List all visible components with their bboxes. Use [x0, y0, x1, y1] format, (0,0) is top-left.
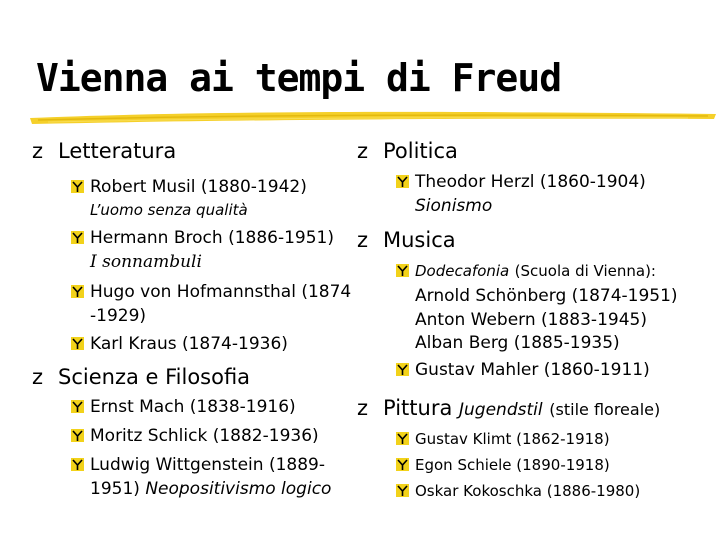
section-heading: Pittura	[383, 396, 453, 420]
z-bullet-icon: z	[357, 139, 369, 163]
item-note: Sionismo	[415, 196, 493, 216]
list-item: Gustav Klimt (1862-1918)	[415, 427, 610, 451]
y-checkbox-icon	[71, 285, 84, 298]
list-item: Egon Schiele (1890-1918)	[415, 453, 610, 477]
y-checkbox-icon	[396, 432, 409, 445]
composer-name: Alban Berg (1885-1935)	[415, 333, 620, 353]
item-note: Neopositivismo logico	[145, 479, 332, 499]
y-checkbox-icon	[71, 180, 84, 193]
section-politica	[357, 139, 458, 163]
list-item: Moritz Schlick (1882-1936)	[90, 424, 319, 448]
y-checkbox-icon	[71, 429, 84, 442]
section-musica	[357, 228, 456, 252]
title-underline	[28, 106, 718, 128]
section-letteratura	[32, 139, 177, 163]
y-checkbox-icon	[396, 484, 409, 497]
page-title: Vienna ai tempi di Freud	[36, 56, 562, 100]
item-continuation: -1929)	[90, 306, 147, 326]
z-bullet-icon: z	[32, 365, 44, 389]
list-item: Ernst Mach (1838-1916)	[90, 395, 296, 419]
composer-name: Arnold Schönberg (1874-1951)	[415, 286, 678, 306]
section-pittura: z Pittura Jugendstil (stile floreale)	[357, 396, 661, 420]
y-checkbox-icon	[396, 264, 409, 277]
list-item: Oskar Kokoschka (1886-1980)	[415, 479, 640, 503]
section-scienza	[32, 365, 251, 389]
list-item: Hugo von Hofmannsthal (1874	[90, 280, 351, 304]
y-checkbox-icon	[71, 400, 84, 413]
y-checkbox-icon	[396, 458, 409, 471]
item-note: L’uomo senza qualità	[90, 201, 248, 219]
y-checkbox-icon	[396, 363, 409, 376]
y-checkbox-icon	[71, 231, 84, 244]
z-bullet-icon: z	[357, 396, 369, 420]
section-heading: Scienza e Filosofia	[58, 365, 251, 389]
list-item: Gustav Mahler (1860-1911)	[415, 358, 650, 382]
y-checkbox-icon	[71, 337, 84, 350]
y-checkbox-icon	[396, 175, 409, 188]
y-checkbox-icon	[71, 458, 84, 471]
list-item: Karl Kraus (1874-1936)	[90, 332, 288, 356]
list-item: Robert Musil (1880-1942)	[90, 175, 307, 199]
z-bullet-icon: z	[357, 228, 369, 252]
list-item: Ludwig Wittgenstein (1889-	[90, 453, 325, 477]
list-item: Dodecafonia (Scuola di Vienna):	[415, 259, 656, 283]
composer-name: Anton Webern (1883-1945)	[415, 310, 647, 330]
item-continuation: 1951) Neopositivismo logico	[90, 479, 332, 499]
section-heading: Musica	[383, 228, 456, 252]
item-note: I sonnambuli	[90, 252, 202, 272]
section-heading: Letteratura	[58, 139, 177, 163]
list-item: Hermann Broch (1886-1951)	[90, 226, 334, 250]
z-bullet-icon: z	[32, 139, 44, 163]
section-heading: Politica	[383, 139, 458, 163]
list-item: Theodor Herzl (1860-1904)	[415, 170, 646, 194]
